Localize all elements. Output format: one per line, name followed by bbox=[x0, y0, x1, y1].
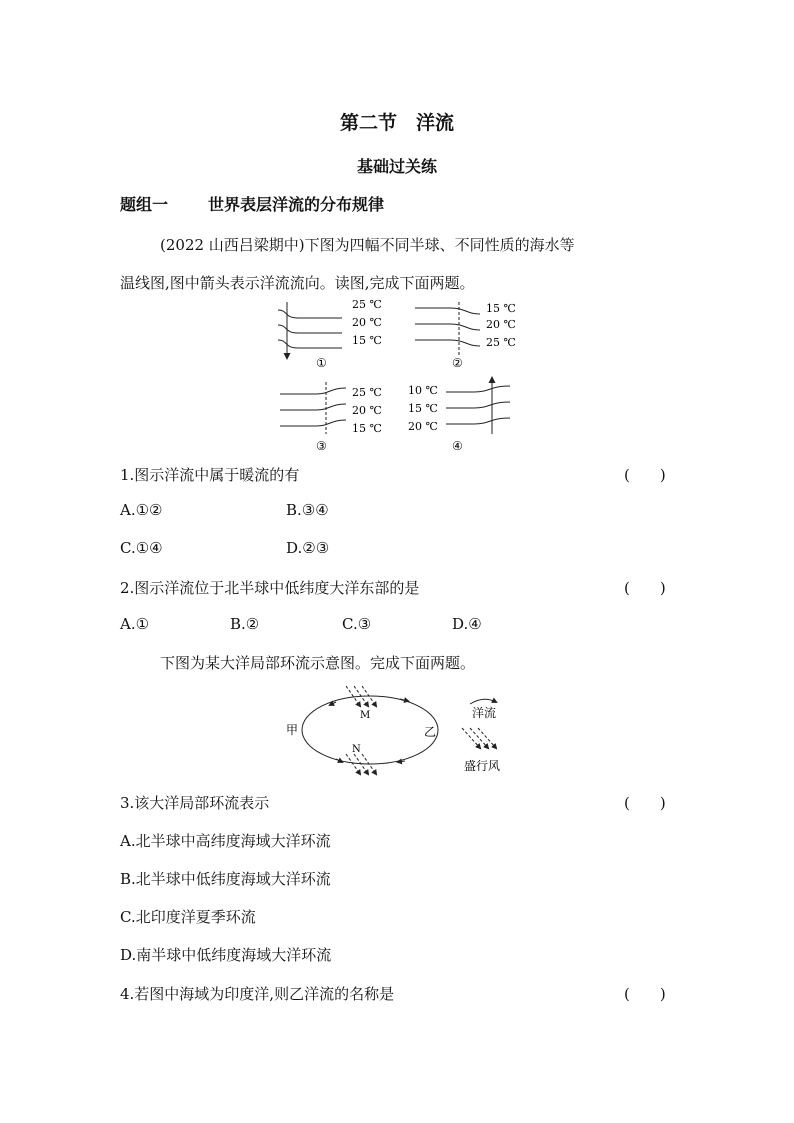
isotherm-label: 20 ℃ bbox=[408, 420, 438, 433]
panel-caption: ① bbox=[316, 356, 327, 370]
question-1: 1.图示洋流中属于暖流的有 bbox=[120, 466, 300, 484]
isotherm-line bbox=[446, 418, 510, 424]
option-q3-d[interactable]: D.南半球中低纬度海域大洋环流 bbox=[120, 946, 332, 964]
question-4: 4.若图中海域为印度洋,则乙洋流的名称是 bbox=[120, 985, 395, 1003]
option-q2-c[interactable]: C.③ bbox=[342, 615, 372, 633]
isotherm-figure bbox=[270, 294, 530, 456]
label-n: N bbox=[352, 744, 361, 755]
isotherm-line bbox=[415, 308, 480, 314]
group-title: 世界表层洋流的分布规律 bbox=[208, 195, 385, 214]
isotherm-label: 10 ℃ bbox=[408, 384, 438, 397]
isotherm-label: 15 ℃ bbox=[352, 334, 382, 347]
panel-caption: ④ bbox=[452, 439, 463, 453]
option-q2-a[interactable]: A.① bbox=[120, 615, 150, 633]
option-q2-d[interactable]: D.④ bbox=[452, 615, 482, 633]
option-q3-b[interactable]: B.北半球中低纬度海域大洋环流 bbox=[120, 870, 331, 888]
section-subtitle: 基础过关练 bbox=[356, 157, 437, 176]
label-m: M bbox=[360, 710, 371, 721]
isotherm-line bbox=[280, 420, 346, 426]
group-label: 题组一 bbox=[120, 195, 169, 214]
answer-blank-4[interactable]: ( ) bbox=[624, 985, 666, 1003]
isotherm-panel-2 bbox=[415, 302, 516, 370]
page-title: 第二节 洋流 bbox=[339, 112, 454, 134]
isotherm-line bbox=[278, 310, 342, 318]
circulation-loop bbox=[302, 696, 438, 764]
legend-wind-arrow bbox=[462, 728, 480, 748]
question-2: 2.图示洋流位于北半球中低纬度大洋东部的是 bbox=[120, 579, 420, 597]
option-q1-b[interactable]: B.③④ bbox=[286, 501, 329, 519]
answer-blank-1[interactable]: ( ) bbox=[624, 466, 666, 484]
isotherm-label: 20 ℃ bbox=[352, 404, 382, 417]
intro-line-2: 温线图,图中箭头表示洋流流向。读图,完成下面两题。 bbox=[120, 274, 475, 292]
option-q3-c[interactable]: C.北印度洋夏季环流 bbox=[120, 908, 256, 926]
isotherm-label: 25 ℃ bbox=[352, 386, 382, 399]
intro-paragraph-2: 下图为某大洋局部环流示意图。完成下面两题。 bbox=[160, 654, 476, 672]
isotherm-label: 15 ℃ bbox=[352, 422, 382, 435]
isotherm-line bbox=[446, 386, 510, 392]
isotherm-panel-3 bbox=[280, 382, 382, 453]
isotherm-label: 15 ℃ bbox=[486, 302, 516, 315]
legend-wind-arrow bbox=[478, 728, 496, 748]
label-yi: 乙 bbox=[424, 725, 437, 739]
isotherm-label: 20 ℃ bbox=[486, 318, 516, 331]
option-q2-b[interactable]: B.② bbox=[230, 615, 260, 633]
isotherm-line bbox=[280, 404, 346, 410]
isotherm-line bbox=[446, 402, 510, 408]
option-q3-a[interactable]: A.北半球中高纬度海域大洋环流 bbox=[120, 832, 331, 850]
circulation-figure bbox=[280, 682, 520, 782]
isotherm-label: 15 ℃ bbox=[408, 402, 438, 415]
isotherm-line bbox=[415, 324, 480, 330]
answer-blank-2[interactable]: ( ) bbox=[624, 579, 666, 597]
isotherm-line bbox=[278, 325, 342, 333]
isotherm-label: 20 ℃ bbox=[352, 316, 382, 329]
label-jia: 甲 bbox=[286, 723, 299, 737]
isotherm-label: 25 ℃ bbox=[486, 336, 516, 349]
legend-current-arrow bbox=[470, 699, 496, 704]
isotherm-label: 25 ℃ bbox=[352, 298, 382, 311]
isotherm-panel-4 bbox=[408, 378, 510, 453]
panel-caption: ② bbox=[452, 356, 463, 370]
isotherm-line bbox=[280, 388, 346, 394]
isotherm-panel-1 bbox=[278, 298, 382, 370]
option-q1-c[interactable]: C.①④ bbox=[120, 539, 163, 557]
option-q1-d[interactable]: D.②③ bbox=[286, 539, 330, 557]
panel-caption: ③ bbox=[316, 439, 327, 453]
answer-blank-3[interactable]: ( ) bbox=[624, 794, 666, 812]
question-group-heading bbox=[120, 192, 384, 215]
legend-current-label: 洋流 bbox=[472, 706, 497, 720]
option-q1-a[interactable]: A.①② bbox=[120, 501, 163, 519]
question-3: 3.该大洋局部环流表示 bbox=[120, 794, 270, 812]
intro-line-1: (2022 山西吕梁期中)下图为四幅不同半球、不同性质的海水等 bbox=[160, 236, 575, 254]
legend-wind-arrow bbox=[470, 728, 488, 748]
isotherm-line bbox=[415, 340, 480, 346]
isotherm-line bbox=[278, 340, 342, 348]
legend-wind-label: 盛行风 bbox=[464, 759, 501, 773]
